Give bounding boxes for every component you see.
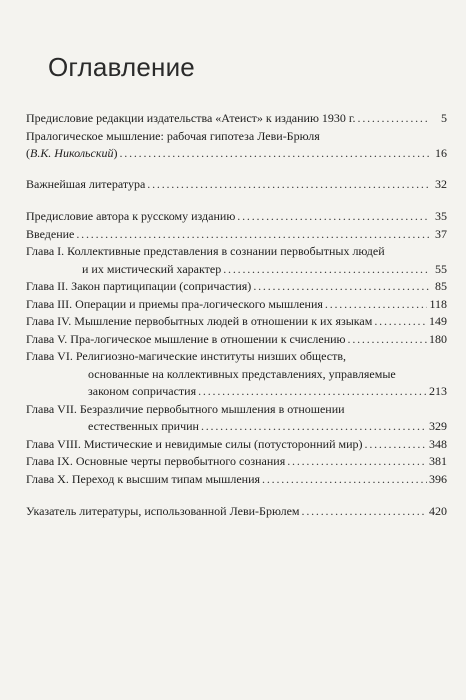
toc-entry-label: Указатель литературы, использованной Леви-Брюлем: [26, 504, 300, 518]
toc-entry-chapter-7-line1[interactable]: Глава VII. Безразличие первобытного мышления в отношении: [26, 401, 345, 416]
toc-entry-label: Глава VIII. Мистические и невидимые силы (потусторонний мир): [26, 436, 363, 451]
dot-leader: [253, 278, 429, 296]
page-title: Оглавление: [48, 52, 195, 82]
toc-page-number: 5: [441, 111, 447, 125]
toc-page-number: 381: [429, 454, 447, 468]
toc-entry-preface-editors[interactable]: [26, 110, 447, 128]
toc-entry-chapter-1-line1[interactable]: Глава I. Коллективные представления в сознании первобытных людей: [26, 244, 385, 258]
toc-entry-chapter-8[interactable]: [26, 436, 447, 454]
toc-page-number: 396: [429, 471, 447, 486]
toc-entry-chapter-9[interactable]: [26, 453, 447, 471]
toc-page-number: 35: [435, 209, 447, 223]
toc-entry-label: Предисловие редакции издательства «Атеист» к изданию 1930 г.: [26, 111, 356, 125]
dot-leader: [119, 145, 429, 163]
toc-entry-index[interactable]: [26, 503, 447, 521]
toc-entry-chapter-5[interactable]: [26, 331, 447, 349]
toc-entry-prelogical[interactable]: [26, 145, 447, 163]
toc-entry-introduction[interactable]: [26, 226, 447, 244]
toc-entry-label: Глава III. Операции и приемы пра-логического мышления: [26, 296, 323, 311]
dot-leader: [302, 503, 427, 521]
dot-leader: [147, 176, 429, 194]
toc-entry-label: [26, 145, 117, 163]
toc-page-number: 118: [429, 296, 447, 311]
toc-entry-label: Глава IX. Основные черты первобытного сознания: [26, 454, 286, 468]
table-of-contents: [26, 110, 447, 521]
toc-page-number: 420: [429, 504, 447, 518]
toc-page-number: 149: [429, 314, 447, 328]
toc-entry-label: законом сопричастия: [88, 384, 197, 398]
toc-entry-chapter-6[interactable]: [26, 383, 447, 401]
toc-page-number: 180: [429, 331, 447, 346]
paren-open: (: [26, 146, 30, 160]
dot-leader: [237, 208, 429, 226]
toc-entry-label: Глава V. Пра-логическое мышление в отношении к счислению: [26, 331, 346, 346]
toc-entry-label: и их мистический характер: [82, 261, 222, 276]
toc-entry-label: Глава X. Переход к высшим типам мышления: [26, 471, 261, 486]
toc-entry-chapter-1[interactable]: [26, 261, 447, 279]
toc-entry-author: В.К. Никольский: [30, 146, 114, 160]
dot-leader: [201, 418, 427, 436]
toc-page-number: 16: [435, 146, 447, 160]
toc-page-number: 329: [429, 419, 447, 433]
dot-leader: [262, 471, 427, 489]
dot-leader: [76, 226, 429, 244]
toc-entry-chapter-6-line1[interactable]: Глава VI. Религиозно-магические институты низших обществ,: [26, 349, 347, 363]
toc-entry-chapter-7[interactable]: [26, 418, 447, 436]
toc-entry-prelogical-line1[interactable]: Пралогическое мышление: рабочая гипотеза Леви-Брюля: [26, 128, 320, 143]
toc-entry-preface-author[interactable]: [26, 208, 447, 226]
toc-page-number: 348: [429, 436, 447, 451]
dot-leader: [287, 453, 427, 471]
toc-page-number: 37: [435, 226, 447, 241]
paren-close: ): [113, 146, 118, 160]
dot-leader: [365, 436, 427, 454]
toc-entry-label: Предисловие автора к русскому изданию: [26, 209, 236, 223]
toc-entry-chapter-10[interactable]: [26, 471, 447, 489]
toc-entry-label: Глава II. Закон партиципации (сопричастия): [26, 279, 252, 293]
toc-entry-main-literature[interactable]: [26, 176, 447, 194]
dot-leader: [374, 313, 427, 331]
toc-entry-chapter-4[interactable]: [26, 313, 447, 331]
toc-page-number: 32: [435, 176, 447, 191]
dot-leader: [348, 331, 427, 349]
toc-entry-chapter-3[interactable]: [26, 296, 447, 314]
dot-leader: [198, 383, 427, 401]
toc-entry-chapter-6-line2[interactable]: основанные на коллективных представлениях, управляемые: [88, 366, 396, 381]
toc-page-number: 213: [429, 384, 447, 398]
toc-page-number: 55: [435, 261, 447, 276]
dot-leader: [325, 296, 428, 314]
toc-entry-label: Глава IV. Мышление первобытных людей в отношении к их языкам: [26, 314, 373, 328]
dot-leader: [223, 261, 429, 279]
toc-entry-label: Важнейшая литература: [26, 176, 146, 191]
toc-page-number: 85: [435, 279, 447, 293]
toc-entry-chapter-2[interactable]: [26, 278, 447, 296]
toc-entry-label: естественных причин: [88, 419, 199, 433]
dot-leader: [358, 110, 429, 128]
toc-entry-label: Введение: [26, 226, 75, 241]
